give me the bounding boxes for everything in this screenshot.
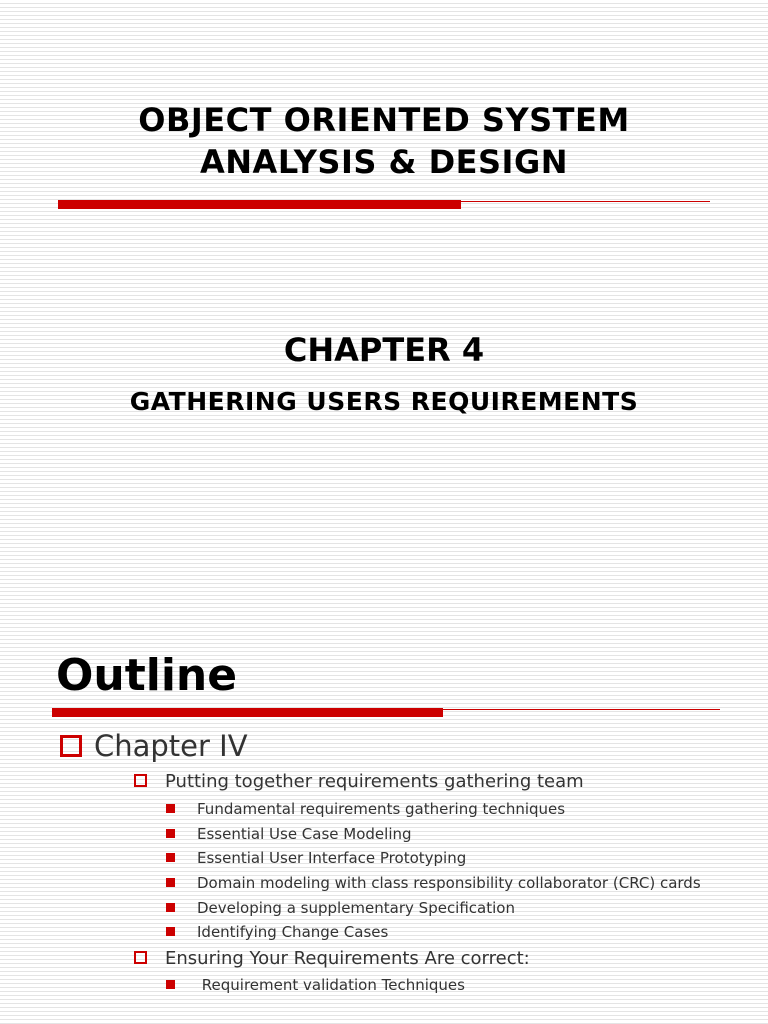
outline-item-level-3 <box>166 898 515 918</box>
outline-item-level-3 <box>166 799 565 819</box>
filled-square-icon <box>166 829 175 838</box>
outline-divider-rule <box>52 708 720 718</box>
hollow-square-icon <box>134 774 147 787</box>
outline-item-text: Essential User Interface Prototyping <box>197 849 467 867</box>
outline-item-text: Domain modeling with class responsibility collaborator (CRC) cards <box>197 874 701 892</box>
divider-thin-segment <box>461 201 710 202</box>
outline-item-level-3 <box>166 848 466 868</box>
chapter-title: GATHERING USERS REQUIREMENTS <box>129 387 639 416</box>
filled-square-icon <box>166 853 175 862</box>
outline-item-level-1 <box>60 728 248 764</box>
outline-slide <box>0 620 768 1024</box>
divider-thin-segment <box>443 709 720 710</box>
hollow-square-icon <box>60 735 82 757</box>
outline-item-text: Chapter IV <box>94 729 248 763</box>
outline-item-text: Developing a supplementary Specification <box>197 899 515 917</box>
outline-item-text: Essential Use Case Modeling <box>197 825 412 843</box>
divider-thick-segment <box>52 708 443 717</box>
divider-thick-segment <box>58 200 461 209</box>
outline-item-text: Ensuring Your Requirements Are correct: <box>165 948 530 969</box>
chapter-number: CHAPTER 4 <box>283 331 485 369</box>
filled-square-icon <box>166 878 175 887</box>
outline-item-text: Requirement validation Techniques <box>197 976 465 994</box>
outline-item-level-2 <box>134 770 584 794</box>
filled-square-icon <box>166 804 175 813</box>
outline-item-text: Fundamental requirements gathering techniques <box>197 800 566 818</box>
outline-item-level-3 <box>166 975 465 995</box>
slide-title-line-1: OBJECT ORIENTED SYSTEM <box>138 101 630 139</box>
outline-item-level-3 <box>166 873 701 893</box>
outline-item-text: Putting together requirements gathering team <box>165 771 584 792</box>
filled-square-icon <box>166 980 175 989</box>
hollow-square-icon <box>134 951 147 964</box>
outline-item-text: Identifying Change Cases <box>197 923 389 941</box>
outline-item-level-3 <box>166 824 412 844</box>
outline-item-level-3 <box>166 922 388 942</box>
filled-square-icon <box>166 903 175 912</box>
outline-item-level-2 <box>134 947 530 971</box>
slide-title-line-2: ANALYSIS & DESIGN <box>200 143 568 181</box>
filled-square-icon <box>166 927 175 936</box>
title-divider-rule <box>58 200 710 210</box>
outline-title: Outline <box>56 650 238 701</box>
